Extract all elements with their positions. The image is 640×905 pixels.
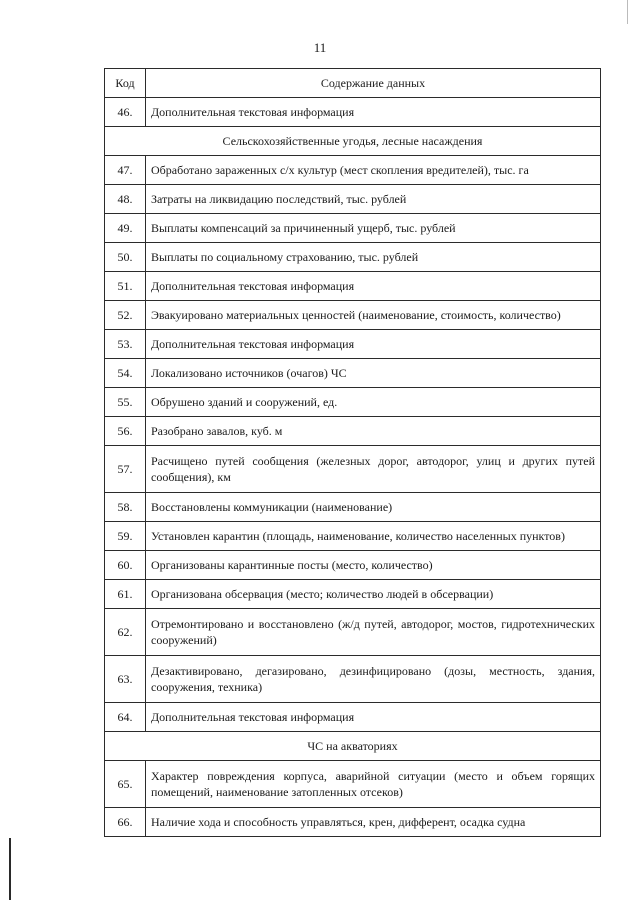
row-code: 61. <box>105 580 146 609</box>
section-header-row <box>105 127 601 156</box>
table-row <box>105 388 601 417</box>
row-content: Обработано зараженных с/х культур (мест скопления вредителей), тыс. га <box>146 156 601 185</box>
row-code: 64. <box>105 703 146 732</box>
row-content: Отремонтировано и восстановлено (ж/д путей, автодорог, мостов, гидротехнических сооружений) <box>146 609 601 656</box>
scan-margin-mark <box>9 838 11 900</box>
table-row <box>105 609 601 656</box>
row-content: Организована обсервация (место; количество людей в обсервации) <box>146 580 601 609</box>
row-content: Дополнительная текстовая информация <box>146 703 601 732</box>
row-content: Организованы карантинные посты (место, количество) <box>146 551 601 580</box>
table-row <box>105 185 601 214</box>
row-content: Обрушено зданий и сооружений, ед. <box>146 388 601 417</box>
row-code: 66. <box>105 808 146 837</box>
row-content: Дезактивировано, дегазировано, дезинфицировано (дозы, местность, здания, сооружения, техника) <box>146 656 601 703</box>
table-body <box>105 98 601 837</box>
row-code: 58. <box>105 493 146 522</box>
row-content: Дополнительная текстовая информация <box>146 98 601 127</box>
row-content: Выплаты по социальному страхованию, тыс. рублей <box>146 243 601 272</box>
row-code: 55. <box>105 388 146 417</box>
row-content: Эвакуировано материальных ценностей (наименование, стоимость, количество) <box>146 301 601 330</box>
row-code: 53. <box>105 330 146 359</box>
scan-margin-mark <box>627 0 628 24</box>
row-content: Характер повреждения корпуса, аварийной ситуации (место и объем горящих помещений, наименование затопленных отсеков) <box>146 761 601 808</box>
row-code: 56. <box>105 417 146 446</box>
table-row <box>105 703 601 732</box>
table-row <box>105 761 601 808</box>
row-code: 59. <box>105 522 146 551</box>
row-code: 57. <box>105 446 146 493</box>
row-code: 62. <box>105 609 146 656</box>
table-row <box>105 551 601 580</box>
row-code: 65. <box>105 761 146 808</box>
table-row <box>105 417 601 446</box>
row-code: 47. <box>105 156 146 185</box>
header-content: Содержание данных <box>146 69 601 98</box>
table-row <box>105 272 601 301</box>
table-row <box>105 493 601 522</box>
row-code: 49. <box>105 214 146 243</box>
row-code: 63. <box>105 656 146 703</box>
table-header-row <box>105 69 601 98</box>
row-code: 48. <box>105 185 146 214</box>
row-content: Дополнительная текстовая информация <box>146 272 601 301</box>
table-row <box>105 98 601 127</box>
row-content: Наличие хода и способность управляться, крен, дифферент, осадка судна <box>146 808 601 837</box>
row-code: 52. <box>105 301 146 330</box>
row-content: Локализовано источников (очагов) ЧС <box>146 359 601 388</box>
row-content: Выплаты компенсаций за причиненный ущерб, тыс. рублей <box>146 214 601 243</box>
table-row <box>105 446 601 493</box>
section-title: Сельскохозяйственные угодья, лесные насаждения <box>105 127 601 156</box>
page-number: 11 <box>313 40 327 55</box>
row-code: 46. <box>105 98 146 127</box>
row-code: 60. <box>105 551 146 580</box>
table-row <box>105 656 601 703</box>
section-title: ЧС на акваториях <box>105 732 601 761</box>
row-code: 51. <box>105 272 146 301</box>
table-row <box>105 522 601 551</box>
section-header-row <box>105 732 601 761</box>
table-row <box>105 359 601 388</box>
header-code: Код <box>105 69 146 98</box>
row-content: Установлен карантин (площадь, наименование, количество населенных пунктов) <box>146 522 601 551</box>
table-row <box>105 243 601 272</box>
row-content: Расчищено путей сообщения (железных дорог, автодорог, улиц и других путей сообщения), км <box>146 446 601 493</box>
table-row <box>105 214 601 243</box>
table-row <box>105 156 601 185</box>
table-row <box>105 580 601 609</box>
table-row <box>105 808 601 837</box>
table-row <box>105 330 601 359</box>
table-row <box>105 301 601 330</box>
row-content: Затраты на ликвидацию последствий, тыс. рублей <box>146 185 601 214</box>
data-table <box>104 68 601 837</box>
row-content: Дополнительная текстовая информация <box>146 330 601 359</box>
row-content: Восстановлены коммуникации (наименование) <box>146 493 601 522</box>
row-code: 54. <box>105 359 146 388</box>
row-code: 50. <box>105 243 146 272</box>
row-content: Разобрано завалов, куб. м <box>146 417 601 446</box>
